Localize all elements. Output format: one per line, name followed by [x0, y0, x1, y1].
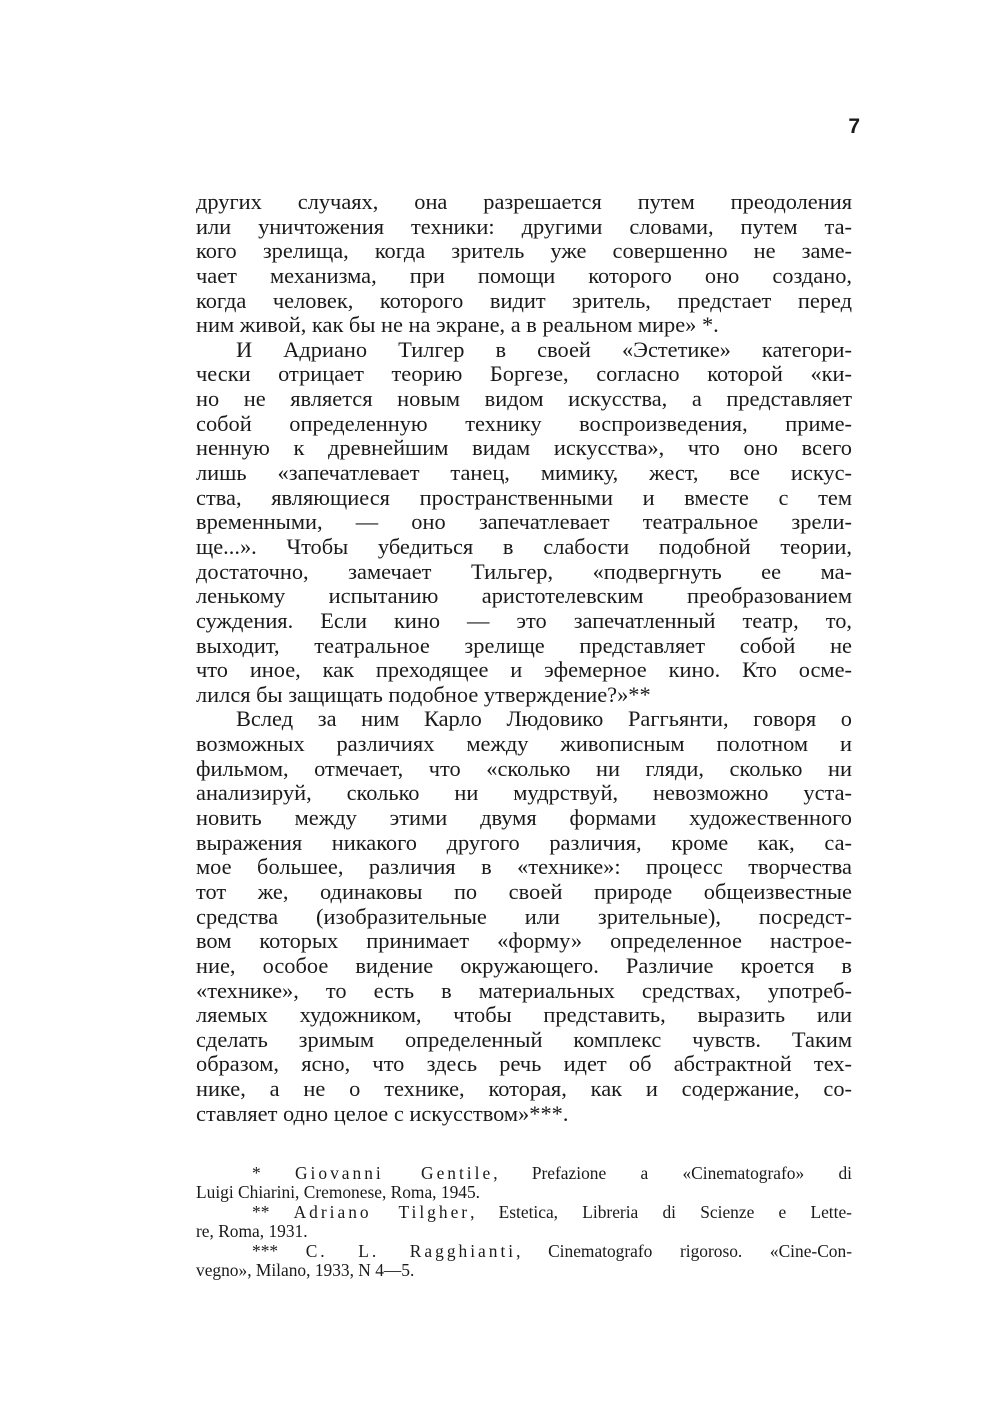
footnote-line — [196, 1203, 852, 1222]
footnote-marker: ** — [252, 1202, 270, 1222]
text-line: возможных различиях между живописным полотном и — [196, 732, 852, 757]
text-line: анализируй, сколько ни мудрствуй, невозможно уста- — [196, 781, 852, 806]
footnote — [196, 1203, 852, 1242]
footnote-line: Luigi Chiarini, Cremonese, Roma, 1945. — [196, 1183, 481, 1203]
text-line: выходит, театральное зрелище представляет собой не — [196, 633, 852, 658]
text-line: выражения никакого другого различия, кроме как, са- — [196, 830, 852, 855]
footnote — [196, 1164, 852, 1203]
text-line: или уничтожения техники: другими словами, путем та- — [196, 214, 852, 239]
text-line: вом которых принимает «форму» определенное настрое- — [196, 929, 852, 954]
footnote-citation: , Cinematografo rigoroso. «Cine-Con- — [516, 1241, 852, 1261]
footnote-author: C. L. Ragghianti — [305, 1241, 517, 1261]
text-line: ленькому испытанию аристотелевским преобразованием — [196, 584, 852, 609]
footnote-author: Adriano Tilgher — [293, 1202, 471, 1222]
text-line: ним живой, как бы не на экране, а в реальном мире» *. — [196, 313, 719, 338]
text-line: нике, а не о технике, которая, как и содержание, со- — [196, 1077, 852, 1102]
footnote-line — [196, 1242, 852, 1261]
text-line: тот же, одинаковы по своей природе общеизвестные — [196, 879, 852, 904]
text-line: лишь «запечатлевает танец, мимику, жест, все искус- — [196, 461, 852, 486]
text-line: достаточно, замечает Тильгер, «подвергнуть ее ма- — [196, 559, 852, 584]
text-line: сделать зримым определенный комплекс чувств. Таким — [196, 1027, 852, 1052]
text-line: других случаях, она разрешается путем преодоления — [196, 190, 852, 214]
footnote-marker: *** — [252, 1241, 279, 1261]
footnote-author: Giovanni Gentile — [295, 1164, 494, 1183]
text-line: чает механизма, при помощи которого оно создано, — [196, 263, 852, 288]
main-text — [196, 190, 852, 1126]
page-number: 7 — [848, 115, 860, 138]
footnote — [196, 1242, 852, 1281]
text-line: чески отрицает теорию Боргезе, согласно которой «ки- — [196, 362, 852, 387]
text-line: ненную к древнейшим видам искусства», что оно всего — [196, 436, 852, 461]
footnote-citation: , Estetica, Libreria di Scienze e Lette- — [470, 1202, 852, 1222]
text-line: новить между этими двумя формами художественного — [196, 806, 852, 831]
text-line: но не является новым видом искусства, а представляет — [196, 387, 852, 412]
text-line: собой определенную технику воспроизведения, приме- — [196, 411, 852, 436]
footnotes — [196, 1164, 852, 1280]
text-line: фильмом, отмечает, что «сколько ни гляди, сколько ни — [196, 756, 852, 781]
text-line: суждения. Если кино — это запечатленный театр, то, — [196, 608, 852, 633]
text-line: мое большее, различия в «технике»: процесс творчества — [196, 855, 852, 880]
text-line: когда человек, которого видит зритель, предстает перед — [196, 288, 852, 313]
footnote-line: re, Roma, 1931. — [196, 1222, 308, 1242]
text-line: что иное, как преходящее и эфемерное кино. Кто осме- — [196, 658, 852, 683]
footnote-citation: , Prefazione a «Cinematografo» di — [493, 1164, 852, 1183]
text-line: образом, ясно, что здесь речь идет об абстрактной тех- — [196, 1052, 852, 1077]
footnote-line — [196, 1164, 852, 1183]
text-line: ще...». Чтобы убедиться в слабости подобной теории, — [196, 534, 852, 559]
text-line: лился бы защищать подобное утверждение?»** — [196, 682, 651, 707]
footnote-line: vegno», Milano, 1933, N 4—5. — [196, 1260, 415, 1280]
text-line: ляемых художником, чтобы представить, выразить или — [196, 1003, 852, 1028]
text-line: кого зрелища, когда зритель уже совершенно не заме- — [196, 239, 852, 264]
footnote-marker: * — [252, 1164, 261, 1183]
text-line: ставляет одно целое с искусством»***. — [196, 1101, 569, 1126]
text-line: временными, — оно запечатлевает театральное зрели- — [196, 510, 852, 535]
text-line: И Адриано Тилгер в своей «Эстетике» категори- — [236, 337, 852, 362]
text-line: средства (изобразительные или зрительные), посредст- — [196, 904, 852, 929]
text-line: ства, являющиеся пространственными и вместе с тем — [196, 485, 852, 510]
text-line: «технике», то есть в материальных средствах, употреб- — [196, 978, 852, 1003]
text-line: ние, особое видение окружающего. Различие кроется в — [196, 953, 852, 978]
text-line: Вслед за ним Карло Людовико Раггьянти, говоря о — [236, 707, 852, 732]
